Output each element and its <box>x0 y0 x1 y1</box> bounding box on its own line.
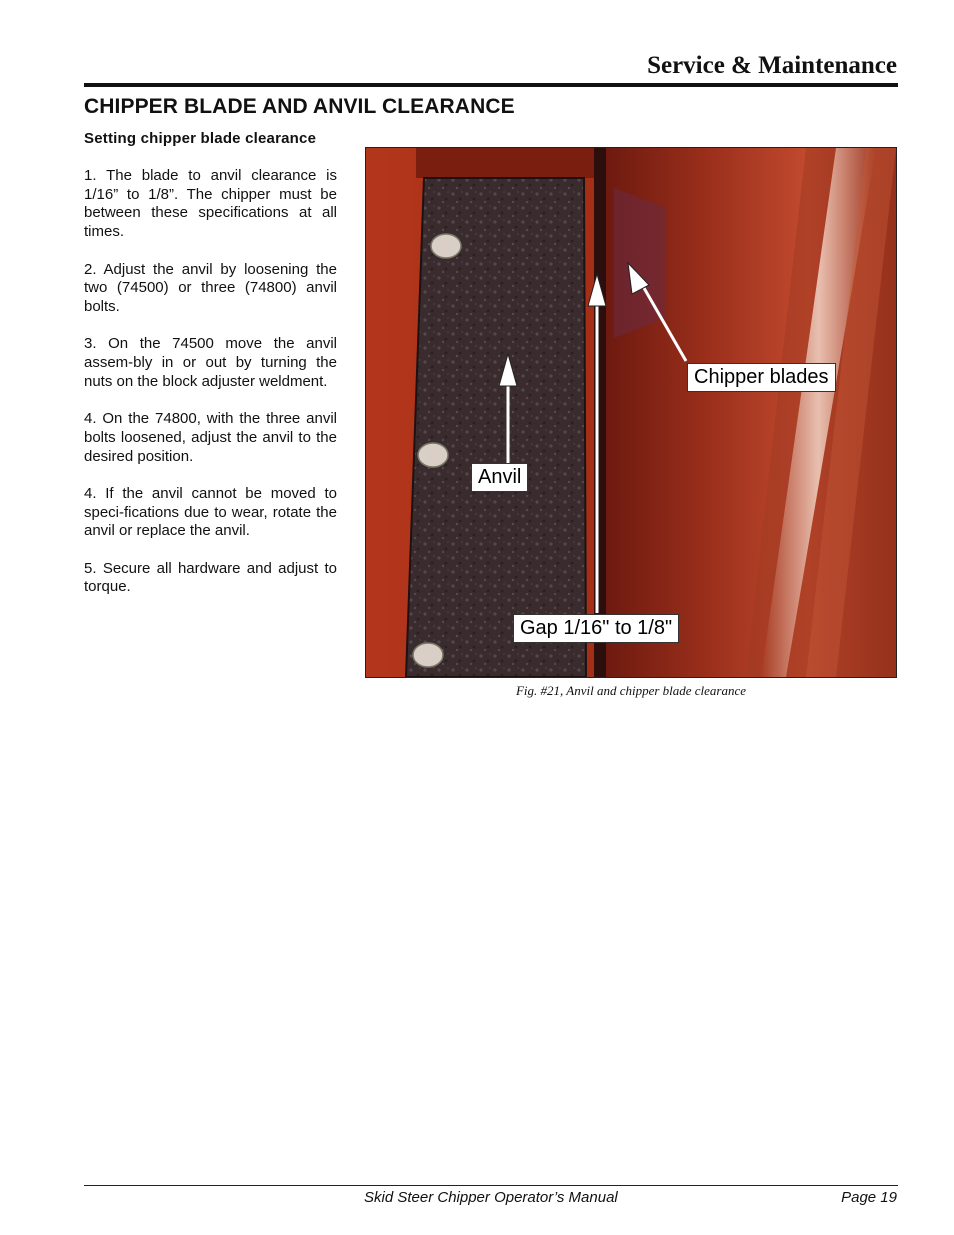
footer-rule <box>84 1185 898 1186</box>
figure-caption: Fig. #21, Anvil and chipper blade clearance <box>515 683 747 698</box>
step-4: 4. On the 74800, with the three anvil bolts loosened, adjust the anvil to the desired position. <box>84 410 337 465</box>
step-1: 1. The blade to anvil clearance is 1/16” to 1/8”. The chipper must be between these specifications at all times. <box>84 167 337 241</box>
page-title: CHIPPER BLADE AND ANVIL CLEARANCE <box>84 95 515 118</box>
step-6: 5. Secure all hardware and adjust to torque. <box>84 559 337 596</box>
photo-illustration <box>366 148 896 677</box>
step-5: 4. If the anvil cannot be moved to speci-fications due to wear, rotate the anvil or replace the anvil. <box>84 484 337 540</box>
step-2: 2. Adjust the anvil by loosening the two (74500) or three (74800) anvil bolts. <box>84 260 337 315</box>
chipper-blades-callout: Chipper blades <box>687 363 836 392</box>
footer-manual-title: Skid Steer Chipper Operator’s Manual <box>364 1189 618 1206</box>
step-3: 3. On the 74500 move the anvil assem-bly in or out by turning the nuts on the block adjuster weldment. <box>84 335 337 390</box>
header-rule <box>84 83 898 87</box>
gap-callout: Gap 1/16" to 1/8" <box>513 614 679 643</box>
anvil-clearance-photo <box>365 147 897 678</box>
subheading: Setting chipper blade clearance <box>84 130 317 147</box>
page-number: Page 19 <box>841 1189 897 1206</box>
section-header-title: Service & Maintenance <box>647 52 897 79</box>
anvil-callout: Anvil <box>471 463 528 492</box>
instruction-steps <box>84 167 337 616</box>
